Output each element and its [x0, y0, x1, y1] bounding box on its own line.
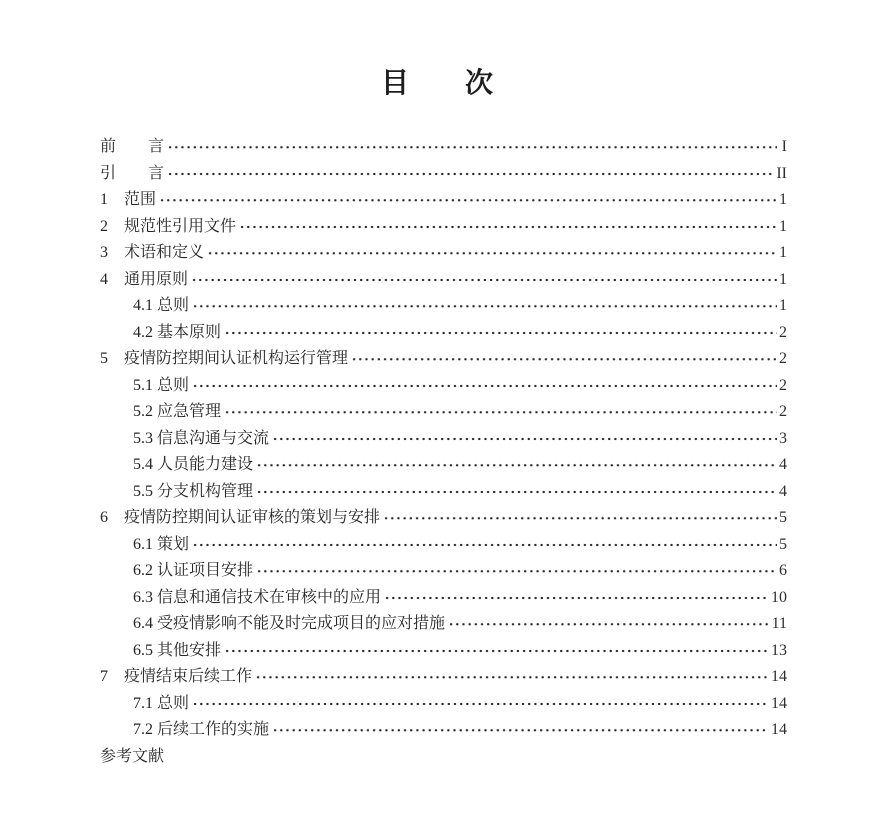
toc-entry-page: 13 [771, 641, 787, 659]
toc-entry-label: 7 疫情结束后续工作 [100, 668, 253, 685]
toc-entry-label: 6 疫情防控期间认证审核的策划与安排 [100, 509, 381, 526]
dot-leader [159, 187, 777, 214]
toc-entry-page: 1 [779, 244, 787, 261]
dot-leader [224, 320, 777, 347]
toc-entry-label: 6.3 信息和通信技术在审核中的应用 [133, 588, 382, 606]
dot-leader [272, 717, 769, 744]
toc-entry-label: 5.5 分支机构管理 [133, 482, 254, 500]
toc-entry-page: 4 [779, 456, 787, 473]
dot-leader [256, 558, 777, 585]
toc-entry [100, 664, 787, 691]
toc-entry [100, 452, 787, 479]
toc-entry [100, 373, 787, 400]
toc-entry-label: 6.5 其他安排 [133, 641, 222, 659]
toc-entry-page: 4 [779, 482, 787, 500]
toc-entry-label: 参考文献 [100, 747, 165, 765]
dot-leader [192, 373, 777, 400]
toc-entry-label: 5.1 总则 [133, 376, 190, 394]
toc-entry-label: 前 言 [100, 138, 165, 155]
toc-entry-label: 5 疫情防控期间认证机构运行管理 [100, 350, 349, 367]
dot-leader [351, 346, 777, 373]
toc-entry-page: 5 [779, 535, 787, 553]
dot-leader [224, 638, 769, 665]
toc-entry-label: 5.3 信息沟通与交流 [133, 429, 270, 447]
toc-entry [100, 240, 787, 267]
dot-leader [256, 452, 777, 479]
toc-entry-label: 2 规范性引用文件 [100, 217, 237, 235]
toc-entry [100, 611, 787, 638]
dot-leader [255, 664, 769, 691]
toc-entry [100, 558, 787, 585]
toc-entry-label: 7.1 总则 [133, 694, 190, 712]
toc-entry [100, 479, 787, 506]
dot-leader [272, 426, 777, 453]
dot-leader [192, 293, 777, 320]
toc-entry-page: 11 [771, 615, 787, 632]
toc-entry-page: 2 [779, 323, 787, 341]
dot-leader [383, 505, 777, 532]
dot-leader [192, 691, 769, 718]
toc-entry [100, 134, 787, 161]
page-title: 目 次 [380, 68, 493, 99]
toc-entry [100, 505, 787, 532]
toc-entry [100, 532, 787, 559]
dot-leader [191, 267, 777, 294]
toc-entry-label: 6.2 认证项目安排 [133, 562, 254, 579]
toc-entry-page: 14 [771, 694, 787, 712]
toc-entry-label: 3 术语和定义 [100, 244, 205, 261]
dot-leader [207, 240, 777, 267]
toc-entry-label: 7.2 后续工作的实施 [133, 721, 270, 738]
toc-entry [100, 293, 787, 320]
toc-entry-label: 5.4 人员能力建设 [133, 456, 254, 473]
dot-leader [384, 585, 769, 612]
toc-entry [100, 717, 787, 744]
toc-entry [100, 187, 787, 214]
toc-entry-page: 1 [779, 297, 787, 314]
toc-entry-label: 4.2 基本原则 [133, 323, 222, 341]
toc-entry-label: 4.1 总则 [133, 297, 190, 314]
dot-leader [167, 161, 774, 188]
toc-entry [100, 691, 787, 718]
dot-leader [448, 611, 770, 638]
toc-entry-page: I [781, 138, 787, 155]
dot-leader [239, 214, 777, 241]
dot-leader [167, 134, 777, 161]
toc-entry-label: 6.1 策划 [133, 535, 190, 553]
toc-entry-page: 6 [779, 562, 787, 579]
toc-entry-page: 1 [779, 191, 787, 208]
toc-entry-page: II [776, 164, 787, 182]
toc-entry [100, 346, 787, 373]
toc-entry [100, 744, 787, 771]
toc-entry-page: 10 [771, 588, 787, 606]
toc-entry [100, 585, 787, 612]
toc-entry-page: 14 [771, 721, 787, 738]
toc-entry-page: 14 [771, 668, 787, 685]
toc-entry-page: 2 [779, 376, 787, 394]
toc-entry [100, 267, 787, 294]
toc-entry-page: 5 [779, 509, 787, 526]
toc-entry [100, 320, 787, 347]
toc-entry [100, 426, 787, 453]
dot-leader [192, 532, 777, 559]
toc-entry-page: 1 [779, 217, 787, 235]
toc-entry [100, 214, 787, 241]
toc-entry-label: 1 范围 [100, 191, 157, 208]
toc-entry-label: 6.4 受疫情影响不能及时完成项目的应对措施 [133, 615, 446, 632]
dot-leader [224, 399, 777, 426]
toc-entry-page: 3 [779, 429, 787, 447]
toc-entry-page: 2 [779, 403, 787, 420]
toc-entry [100, 399, 787, 426]
toc-entry-label: 引 言 [100, 164, 165, 182]
toc-list [100, 134, 787, 770]
toc-entry [100, 161, 787, 188]
toc-entry-label: 4 通用原则 [100, 270, 189, 288]
toc-entry-page: 2 [779, 350, 787, 367]
toc-entry-page: 1 [779, 270, 787, 288]
toc-entry [100, 638, 787, 665]
dot-leader [256, 479, 777, 506]
toc-entry-label: 5.2 应急管理 [133, 403, 222, 420]
